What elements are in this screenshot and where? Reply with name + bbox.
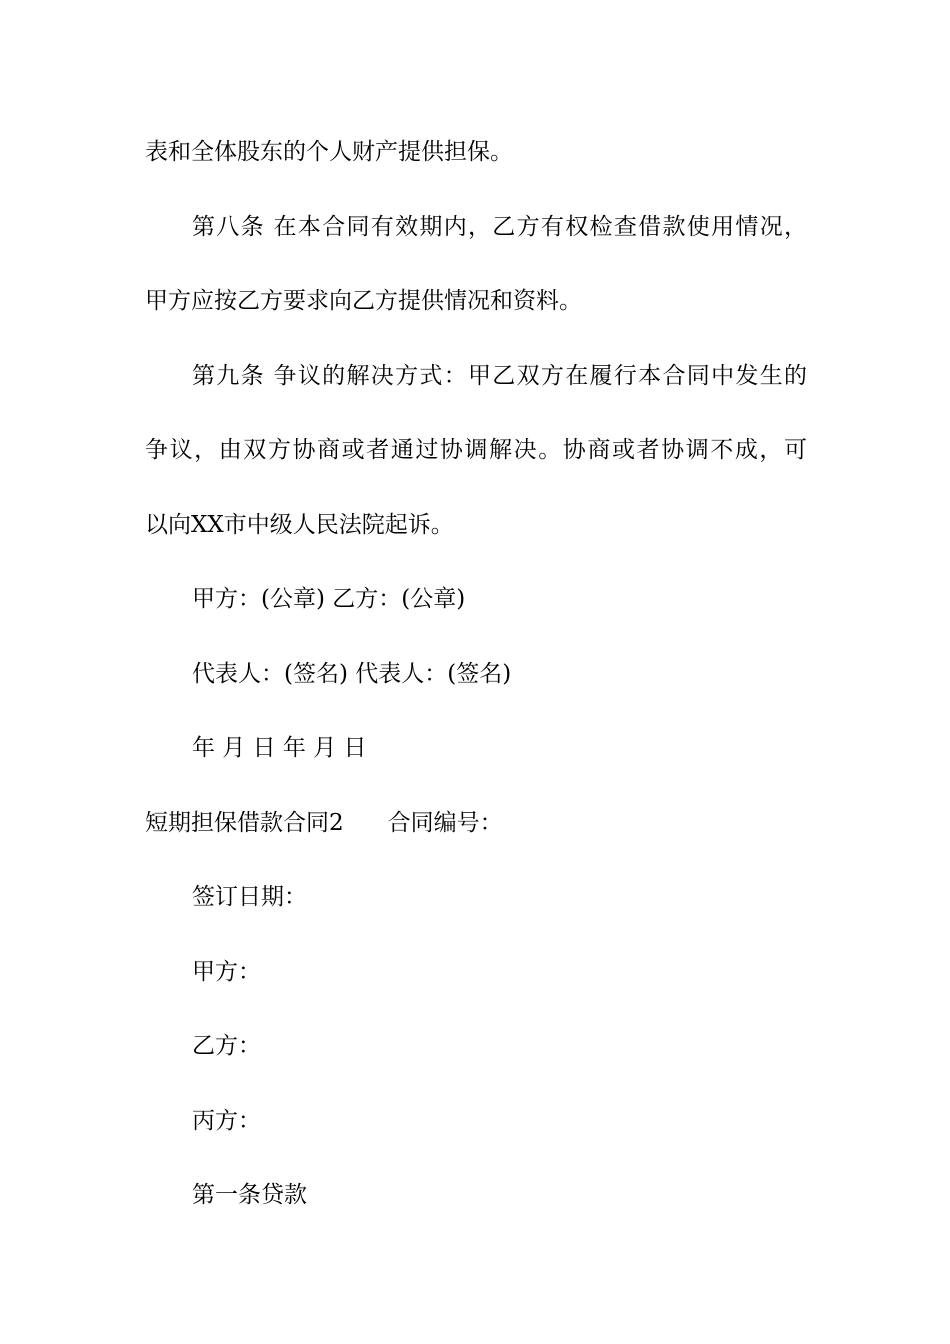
article-9-line-1: 第九条 争议的解决方式：甲乙双方在履行本合同中发生的 xyxy=(192,362,807,389)
contract-number-label: 合同编号： xyxy=(387,809,503,836)
document-body xyxy=(145,115,807,1233)
seal-line: 甲方：(公章) 乙方：(公章) xyxy=(192,586,466,612)
paragraph-line: 表和全体股东的个人财产提供担保。 xyxy=(145,139,513,165)
article-9-line-3: 以向XX市中级人民法院起诉。 xyxy=(145,511,454,538)
party-b-field: 乙方： xyxy=(192,1033,261,1059)
signing-date-field: 签订日期： xyxy=(192,884,307,910)
date-line: 年 月 日 年 月 日 xyxy=(192,735,367,761)
contract-2-title: 短期担保借款合同2 xyxy=(145,809,344,836)
section-heading: 第一条贷款 xyxy=(192,1182,307,1208)
article-8-line-2: 甲方应按乙方要求向乙方提供情况和资料。 xyxy=(145,288,582,314)
party-c-field: 丙方： xyxy=(192,1107,261,1134)
contract-2-header xyxy=(145,786,807,861)
article-9-line-2: 争议，由双方协商或者通过协调解决。协商或者协调不成，可 xyxy=(145,437,807,463)
article-8-line-1: 第八条 在本合同有效期内，乙方有权检查借款使用情况， xyxy=(192,213,807,240)
signature-line: 代表人：(签名) 代表人：(签名) xyxy=(192,660,512,687)
party-a-field: 甲方： xyxy=(192,958,261,985)
